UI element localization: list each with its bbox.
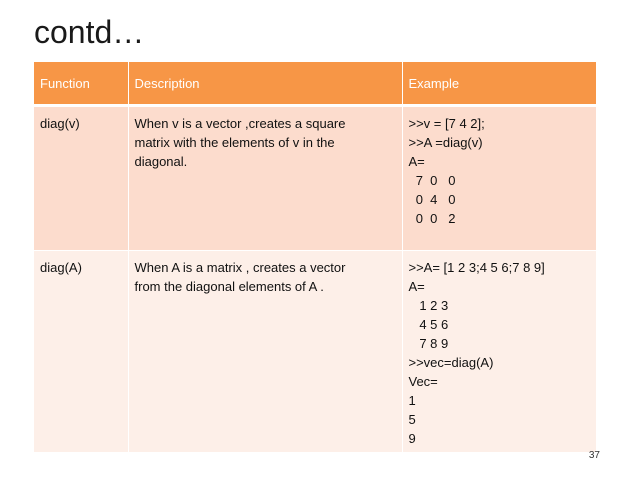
example-line: >>A =diag(v) <box>408 135 483 150</box>
function-table <box>34 62 597 453</box>
description-cell <box>128 251 402 453</box>
example-line: 1 2 3 <box>408 298 449 313</box>
description-cell <box>128 106 402 251</box>
example-line: 1 <box>408 393 416 408</box>
description-line: diagonal. <box>134 154 188 169</box>
example-line: 0 4 0 <box>408 192 456 207</box>
function-cell: diag(v) <box>34 106 128 251</box>
function-cell: diag(A) <box>34 251 128 453</box>
slide-title: contd… <box>34 14 145 50</box>
example-line: 4 5 6 <box>408 317 449 332</box>
page-number: 37 <box>588 450 600 461</box>
example-line: A= <box>408 279 425 294</box>
example-line: A= <box>408 154 425 169</box>
example-line: 5 <box>408 412 416 427</box>
example-line: 0 0 2 <box>408 211 456 226</box>
description-line: When v is a vector ,creates a square <box>134 116 346 131</box>
header-function: Function <box>34 62 128 106</box>
example-line: 7 8 9 <box>408 336 449 351</box>
description-line: When A is a matrix , creates a vector <box>134 260 346 275</box>
example-cell <box>402 251 596 453</box>
example-line: 7 0 0 <box>408 173 456 188</box>
table-header-row <box>34 62 596 106</box>
example-line: >>A= [1 2 3;4 5 6;7 8 9] <box>408 260 545 275</box>
table-row <box>34 106 596 251</box>
description-line: from the diagonal elements of A . <box>134 279 324 294</box>
example-line: >>v = [7 4 2]; <box>408 116 485 131</box>
example-cell <box>402 106 596 251</box>
header-example: Example <box>402 62 596 106</box>
example-line: Vec= <box>408 374 438 389</box>
table-row <box>34 251 596 453</box>
description-line: matrix with the elements of v in the <box>134 135 335 150</box>
example-line: >>vec=diag(A) <box>408 355 494 370</box>
example-line: 9 <box>408 431 416 446</box>
header-description: Description <box>128 62 402 106</box>
